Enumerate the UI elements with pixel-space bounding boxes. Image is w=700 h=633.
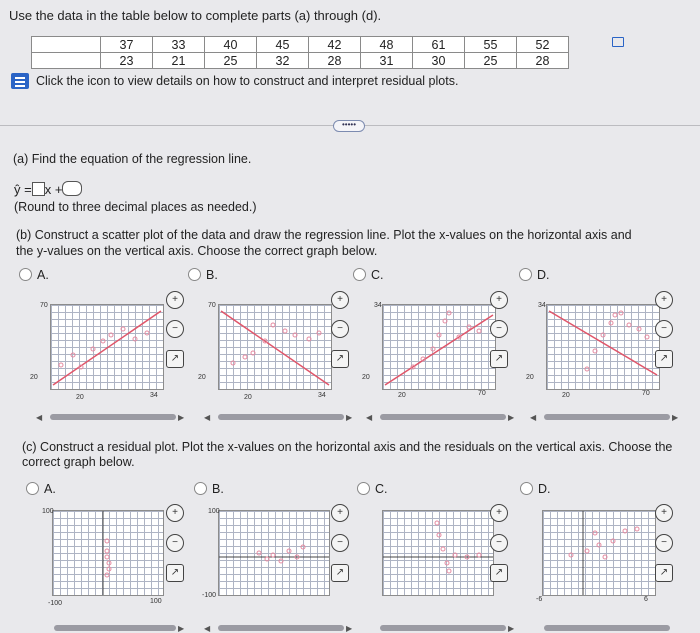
option-b-a[interactable] xyxy=(19,268,49,282)
residual-graph-a xyxy=(30,500,188,612)
option-label: D. xyxy=(538,482,551,496)
graph-plot xyxy=(51,305,163,389)
scroll-left-icon[interactable]: ◀ xyxy=(204,413,211,422)
x-left-label: 20 xyxy=(398,392,406,399)
zoom-out-icon[interactable]: − xyxy=(655,534,673,552)
radio-button[interactable] xyxy=(519,268,532,281)
x-plus-label: x + xyxy=(44,182,63,197)
y-bottom-label: -100 xyxy=(202,592,217,599)
y-cell: 30 xyxy=(413,53,465,69)
x-left-label: 20 xyxy=(244,394,252,401)
scroll-right-icon[interactable]: ▶ xyxy=(508,624,515,633)
graph-plot xyxy=(219,305,331,389)
graph-grid xyxy=(50,304,164,390)
x-right-label: 100 xyxy=(150,598,162,605)
x-cell: 45 xyxy=(257,37,309,53)
option-label: B. xyxy=(212,482,224,496)
x-cell: 33 xyxy=(153,37,205,53)
x-right-label: 70 xyxy=(642,390,650,397)
open-graph-icon[interactable]: ↗ xyxy=(331,564,349,582)
zoom-in-icon[interactable]: + xyxy=(331,291,349,309)
radio-button[interactable] xyxy=(520,482,533,495)
graph-scrollbar[interactable] xyxy=(218,625,344,631)
x-right-label: 34 xyxy=(150,392,158,399)
x-right-label: 6 xyxy=(644,596,648,603)
graph-grid xyxy=(542,510,656,596)
zoom-in-icon[interactable]: + xyxy=(490,504,508,522)
y-cell: 25 xyxy=(465,53,517,69)
scroll-right-icon[interactable]: ▶ xyxy=(508,413,515,422)
zoom-in-icon[interactable]: + xyxy=(655,504,673,522)
option-label: C. xyxy=(371,268,384,282)
graph-grid xyxy=(382,304,496,390)
graph-scrollbar[interactable] xyxy=(544,625,670,631)
graph-plot xyxy=(383,305,495,389)
radio-button[interactable] xyxy=(357,482,370,495)
open-graph-icon[interactable]: ↗ xyxy=(655,564,673,582)
x-cell: 55 xyxy=(465,37,517,53)
graph-plot xyxy=(219,511,329,595)
x-header: x xyxy=(32,37,101,53)
option-b-b[interactable] xyxy=(188,268,218,282)
scroll-right-icon[interactable]: ▶ xyxy=(178,413,185,422)
option-c-d[interactable] xyxy=(520,482,551,496)
option-b-d[interactable] xyxy=(519,268,550,282)
radio-button[interactable] xyxy=(188,268,201,281)
scroll-right-icon[interactable]: ▶ xyxy=(672,413,679,422)
scroll-left-icon[interactable]: ◀ xyxy=(204,624,211,633)
y-bottom-label: 20 xyxy=(526,374,534,381)
graph-plot xyxy=(547,305,659,389)
x-right-label: 70 xyxy=(478,390,486,397)
x-cell: 61 xyxy=(413,37,465,53)
radio-button[interactable] xyxy=(194,482,207,495)
scroll-left-icon[interactable]: ◀ xyxy=(530,413,537,422)
slope-input[interactable] xyxy=(32,182,45,196)
table-row-x xyxy=(32,37,569,53)
option-label: D. xyxy=(537,268,550,282)
scatter-graph-a xyxy=(28,290,186,420)
y-header: y xyxy=(32,53,101,69)
option-label: B. xyxy=(206,268,218,282)
y-cell: 28 xyxy=(309,53,361,69)
scroll-left-icon[interactable]: ◀ xyxy=(36,413,43,422)
scroll-right-icon[interactable]: ▶ xyxy=(346,624,353,633)
x-cell: 37 xyxy=(101,37,153,53)
x-cell: 42 xyxy=(309,37,361,53)
x-left-label: -100 xyxy=(48,600,63,607)
y-top-label: 34 xyxy=(538,302,546,309)
y-top-label: 34 xyxy=(374,302,382,309)
y-top-label: 100 xyxy=(208,508,220,515)
y-cell: 25 xyxy=(205,53,257,69)
y-bottom-label: 20 xyxy=(198,374,206,381)
problem-intro: Use the data in the table below to complete parts (a) through (d). xyxy=(9,8,382,23)
open-graph-icon[interactable]: ↗ xyxy=(490,564,508,582)
copy-table-icon[interactable] xyxy=(612,37,624,47)
y-top-label: 70 xyxy=(208,302,216,309)
yhat-label: ŷ = xyxy=(14,182,32,197)
graph-scrollbar[interactable] xyxy=(50,414,176,420)
expand-button[interactable]: ••••• xyxy=(333,120,365,132)
x-left-label: 20 xyxy=(76,394,84,401)
scroll-right-icon[interactable]: ▶ xyxy=(346,413,353,422)
open-graph-icon[interactable]: ↗ xyxy=(490,350,508,368)
scroll-right-icon[interactable]: ▶ xyxy=(178,624,185,633)
graph-plot xyxy=(383,511,493,595)
option-b-c[interactable] xyxy=(353,268,384,282)
option-c-b[interactable] xyxy=(194,482,224,496)
zoom-out-icon[interactable]: − xyxy=(331,534,349,552)
graph-plot xyxy=(543,511,655,595)
open-graph-icon[interactable]: ↗ xyxy=(166,564,184,582)
graph-scrollbar[interactable] xyxy=(218,414,344,420)
zoom-out-icon[interactable]: − xyxy=(166,320,184,338)
option-label: C. xyxy=(375,482,388,496)
x-left-label: -6 xyxy=(536,596,543,603)
radio-button[interactable] xyxy=(19,268,32,281)
part-c-question-line1: (c) Construct a residual plot. Plot the x-values on the horizontal axis and the residuals on the vertical axis. Choose the xyxy=(22,440,673,454)
residual-info-text: Click the icon to view details on how to construct and interpret residual plots. xyxy=(36,74,459,88)
regression-equation xyxy=(14,181,82,197)
y-cell: 32 xyxy=(257,53,309,69)
graph-scrollbar[interactable] xyxy=(544,414,670,420)
zoom-in-icon[interactable]: + xyxy=(166,291,184,309)
intercept-input[interactable] xyxy=(62,181,82,196)
rounding-note: (Round to three decimal places as needed.) xyxy=(14,200,257,214)
x-cell: 48 xyxy=(361,37,413,53)
y-cell: 21 xyxy=(153,53,205,69)
zoom-out-icon[interactable]: − xyxy=(490,320,508,338)
option-label: A. xyxy=(44,482,56,496)
part-a-question: (a) Find the equation of the regression line. xyxy=(13,152,252,166)
open-graph-icon[interactable]: ↗ xyxy=(331,350,349,368)
open-graph-icon[interactable]: ↗ xyxy=(166,350,184,368)
residual-graph-b xyxy=(196,500,354,612)
x-left-label: 20 xyxy=(562,392,570,399)
y-bottom-label: 20 xyxy=(362,374,370,381)
graph-grid xyxy=(218,304,332,390)
radio-button[interactable] xyxy=(26,482,39,495)
graph-plot xyxy=(53,511,163,595)
graph-scrollbar[interactable] xyxy=(380,625,506,631)
zoom-out-icon[interactable]: − xyxy=(490,534,508,552)
option-c-a[interactable] xyxy=(26,482,56,496)
part-b-question-line2: the y-values on the vertical axis. Choose the correct graph below. xyxy=(16,244,378,258)
zoom-out-icon[interactable]: − xyxy=(166,534,184,552)
zoom-in-icon[interactable]: + xyxy=(166,504,184,522)
zoom-in-icon[interactable]: + xyxy=(490,291,508,309)
part-b-question-line1: (b) Construct a scatter plot of the data and draw the regression line. Plot the x-values on the horizontal axis and xyxy=(16,228,632,242)
graph-grid xyxy=(382,510,494,596)
graph-grid xyxy=(52,510,164,596)
graph-scrollbar[interactable] xyxy=(380,414,506,420)
y-cell: 31 xyxy=(361,53,413,69)
scroll-left-icon[interactable]: ◀ xyxy=(366,413,373,422)
zoom-in-icon[interactable]: + xyxy=(331,504,349,522)
x-right-label: 34 xyxy=(318,392,326,399)
x-cell: 52 xyxy=(517,37,569,53)
graph-scrollbar[interactable] xyxy=(54,625,176,631)
y-top-label: 100 xyxy=(42,508,54,515)
zoom-out-icon[interactable]: − xyxy=(331,320,349,338)
option-label: A. xyxy=(37,268,49,282)
graph-grid xyxy=(218,510,330,596)
graph-grid xyxy=(546,304,660,390)
y-top-label: 70 xyxy=(40,302,48,309)
y-cell: 28 xyxy=(517,53,569,69)
data-table xyxy=(31,36,569,69)
open-graph-icon[interactable]: ↗ xyxy=(655,350,673,368)
residual-info-icon[interactable] xyxy=(11,73,29,89)
option-c-c[interactable] xyxy=(357,482,388,496)
radio-button[interactable] xyxy=(353,268,366,281)
zoom-out-icon[interactable]: − xyxy=(655,320,673,338)
zoom-in-icon[interactable]: + xyxy=(655,291,673,309)
table-row-y xyxy=(32,53,569,69)
x-cell: 40 xyxy=(205,37,257,53)
part-c-question-line2: correct graph below. xyxy=(22,455,135,469)
y-bottom-label: 20 xyxy=(30,374,38,381)
y-cell: 23 xyxy=(101,53,153,69)
